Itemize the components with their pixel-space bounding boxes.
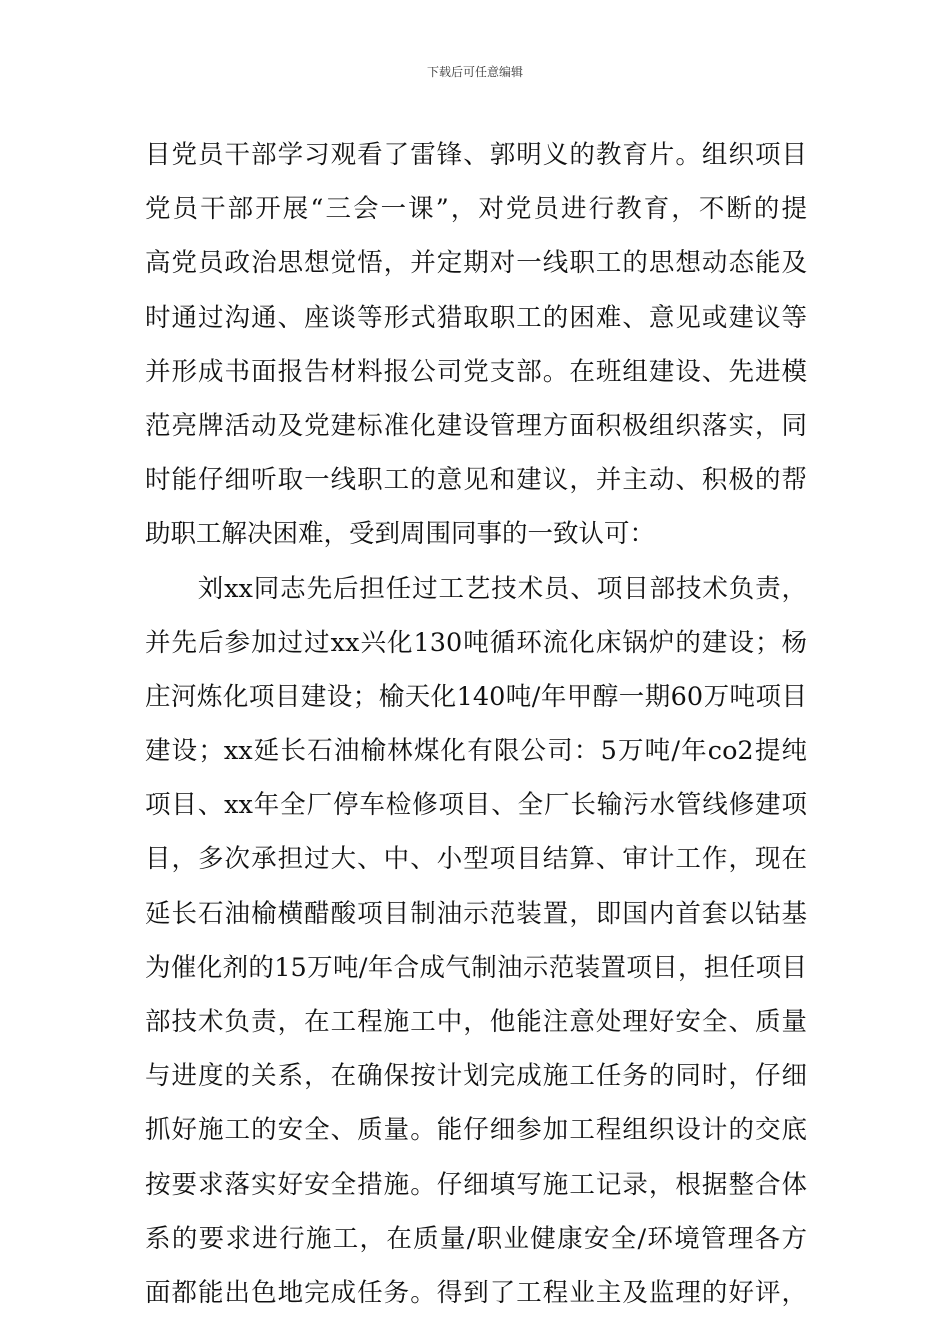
text-line: 党员干部开展“三会一课”，对党员进行教育，不断的提 — [145, 194, 807, 225]
text-line: 系的要求进行施工，在质量/职业健康安全/环境管理各方 — [145, 1223, 807, 1254]
page-header: 下载后可任意编辑 — [426, 65, 523, 79]
text-line: 与进度的关系，在确保按计划完成施工任务的同时，仔细 — [145, 1061, 807, 1092]
text-line: 建设；xx延长石油榆林煤化有限公司：5万吨/年co2提纯 — [145, 736, 807, 767]
text-line: 部技术负责，在工程施工中，他能注意处理好安全、质量 — [145, 1007, 807, 1037]
text-line: 延长石油榆横醋酸项目制油示范装置，即国内首套以钴基 — [145, 898, 807, 929]
text-line: 目党员干部学习观看了雷锋、郭明义的教育片。组织项目 — [145, 140, 807, 170]
text-line: 时能仔细听取一线职工的意见和建议，并主动、积极的帮 — [145, 465, 807, 496]
text-line: 抓好施工的安全、质量。能仔细参加工程组织设计的交底 — [145, 1115, 807, 1146]
text-line: 项目、xx年全厂停车检修项目、全厂长输污水管线修建项 — [145, 790, 807, 821]
text-line: 时通过沟通、座谈等形式猎取职工的困难、意见或建议等 — [145, 302, 807, 333]
text-line: 并形成书面报告材料报公司党支部。在班组建设、先进模 — [145, 356, 807, 387]
text-line: 助职工解决困难，受到周围同事的一致认可： — [145, 519, 656, 550]
text-line: 面都能出色地完成任务。得到了工程业主及监理的好评， — [145, 1277, 807, 1308]
text-line: 范亮牌活动及党建标准化建设管理方面积极组织落实，同 — [145, 410, 807, 441]
text-line: 按要求落实好安全措施。仔细填写施工记录，根据整合体 — [145, 1169, 807, 1200]
text-line: 高党员政治思想觉悟，并定期对一线职工的思想动态能及 — [145, 248, 807, 279]
text-line: 并先后参加过过xx兴化130吨循环流化床锅炉的建设；杨 — [145, 627, 807, 658]
text-line: 为催化剂的15万吨/年合成气制油示范装置项目，担任项目 — [145, 952, 807, 983]
text-line: 刘xx同志先后担任过工艺技术员、项目部技术负责， — [145, 573, 807, 604]
text-line: 庄河炼化项目建设；榆天化140吨/年甲醇一期60万吨项目 — [145, 681, 807, 712]
text-line: 目，多次承担过大、中、小型项目结算、审计工作，现在 — [145, 844, 807, 875]
document-body — [145, 128, 807, 1320]
